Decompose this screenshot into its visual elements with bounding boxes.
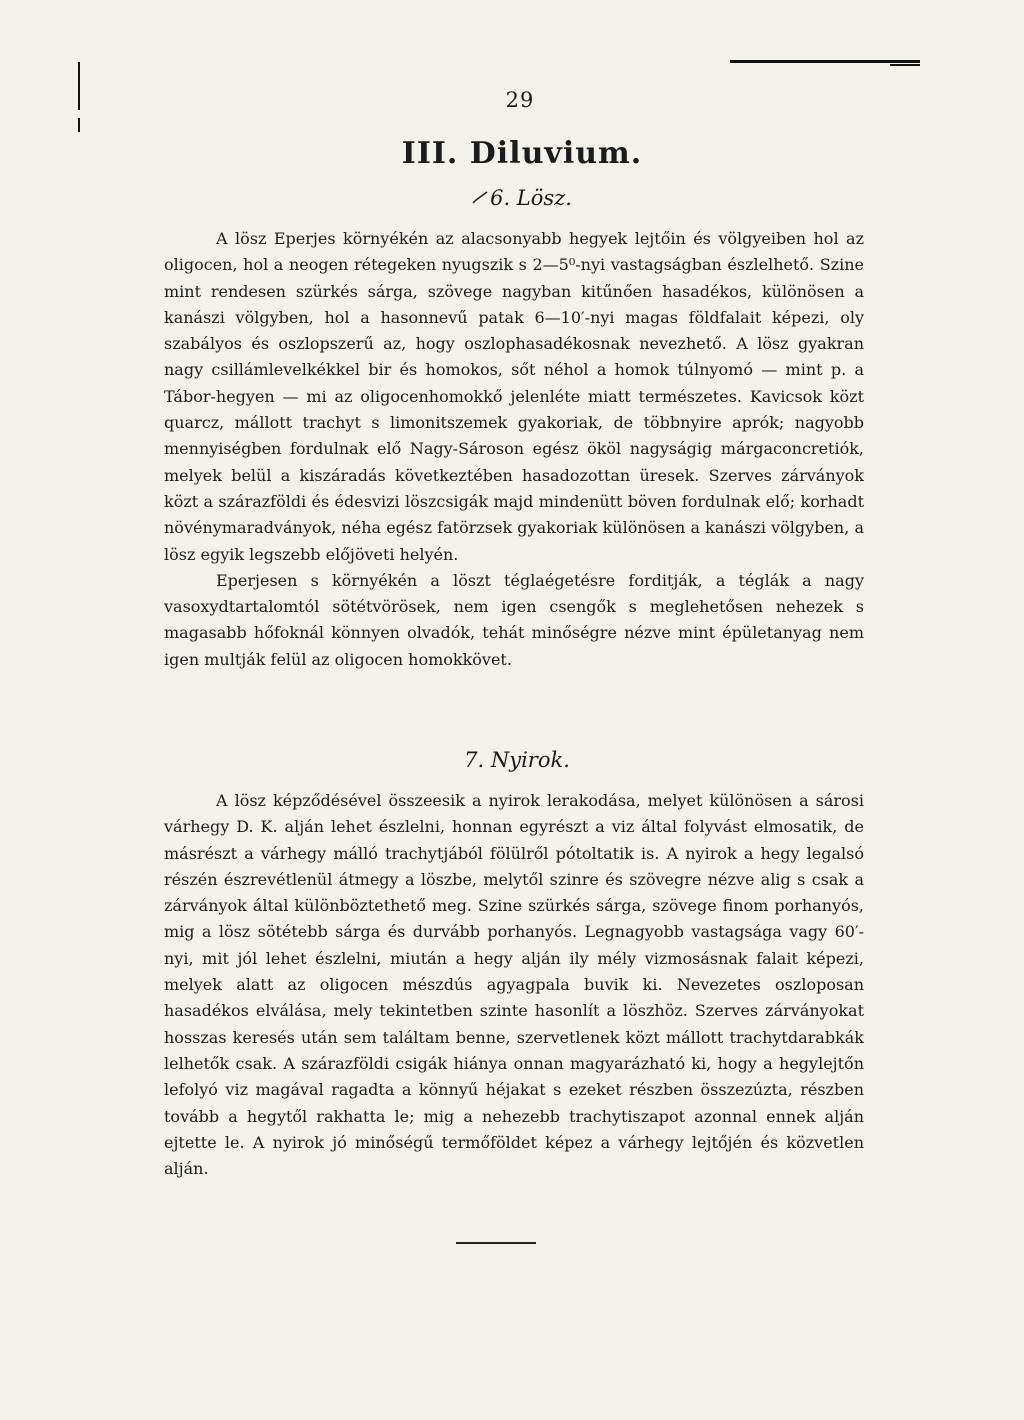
scan-edge-mark	[890, 64, 920, 66]
chapter-title: III. Diluvium.	[401, 136, 643, 171]
end-rule	[456, 1242, 536, 1244]
paragraph: A lösz Eperjes környékén az alacsonyabb hegyek lejtőin és völgyeiben hol az oligocen, hol a neogen rétegeken nyugszik s 2—5⁰-nyi vastagságban észlelhető. Szine mint rendesen szürkés sárga, szövege nagyban kitűnően hasadékos, különösen a kanászi völgyben, hol a hasonnevű patak 6—10′-nyi magas földfalait képezi, oly szabályos és oszlopszerű az, hogy oszlophasadékosnak nevezhető. A lösz gyakran nagy csillámlevelkékkel bir és homokos, sőt néhol a homok túlnyomó — mint p. a Tábor-hegyen — mi az oligocenhomokkő jelenléte miatt természetes. Kavicsok közt quarcz, mállott trachyt s limonitszemek gyakoriak, de többnyire aprók; nagyobb mennyiségben fordulnak elő Nagy-Sároson egész ököl nagyságig márgaconcretiók, melyek belül a kiszáradás következtében hasadozottan üresek. Szerves zárványok közt a szárazföldi és édesvizi löszcsigák majd mindenütt böven fordulnak elő; korhadt növénymaradványok, néha egész fatörzsek gyakoriak különösen a kanászi völgyben, a lösz egyik legszebb előjöveti helyén.	[164, 229, 864, 564]
section-title-losz	[0, 186, 1024, 210]
section-title-nyirok: 7. Nyirok.	[464, 748, 570, 772]
paragraph: Eperjesen s környékén a löszt téglaégetésre forditják, a téglák a nagy vasoxydtartalomtól sötétvörösek, nem igen csengők s meglehetősen nehezek s magasabb hőfoknál könnyen olvadók, tehát minőségre nézve mint épületanyag nem igen multják felül az oligocen homokkövet.	[164, 570, 864, 669]
paragraph: A lösz képződésével összeesik a nyirok lerakodása, melyet különösen a sárosi várhegy D. K. alján lehet észlelni, honnan egyrészt a viz által folyvást elmosatik, de másrészt a várhegy málló trachytjából fölülről pótoltatik is. A nyirok a hegy legalsó részén észrevétlenül átmegy a löszbe, melytől szinre és szövegre nézve alig s csak a zárványok által különböztethető meg. Szine szürkés sárga, szövege finom porhanyós, mig a lösz sötétebb sárga és durvább porhanyós. Legnagyobb vastagsága vagy 60′-nyi, mit jól lehet észlelni, miután a hegy alján ily mély vizmosásnak falait képezi, melyek alatt az oligocen mészdús agyagpala buvik ki. Nevezetes oszloposan hasadékos elválása, mely tekintetben szinte hasonlít a löszhöz. Szerves zárványokat hosszas keresés után sem találtam benne, szervetlenek közt mállott trachytdarabkák lelhetők csak. A szárazföldi csigák hiánya onnan magyarázható ki, hogy a hegylejtőn lefolyó viz magával ragadta a könnyű héjakat s ezeket részben összezúzta, részben tovább a hegytől rakhatta le; mig a nehezebb trachytiszapot azonnal ennek alján ejtette le. A nyirok jó minőségű termőföldet képez a várhegy lejtőjén és közvetlen alján.	[164, 791, 864, 1179]
section-losz-body	[164, 226, 864, 673]
pencil-check-icon	[472, 191, 488, 205]
page-number: 29	[505, 88, 535, 112]
section-title-text: 6. Lösz.	[490, 186, 572, 210]
scan-edge-mark	[78, 118, 80, 132]
section-nyirok-body	[164, 788, 864, 1182]
scan-edge-mark	[730, 60, 920, 63]
